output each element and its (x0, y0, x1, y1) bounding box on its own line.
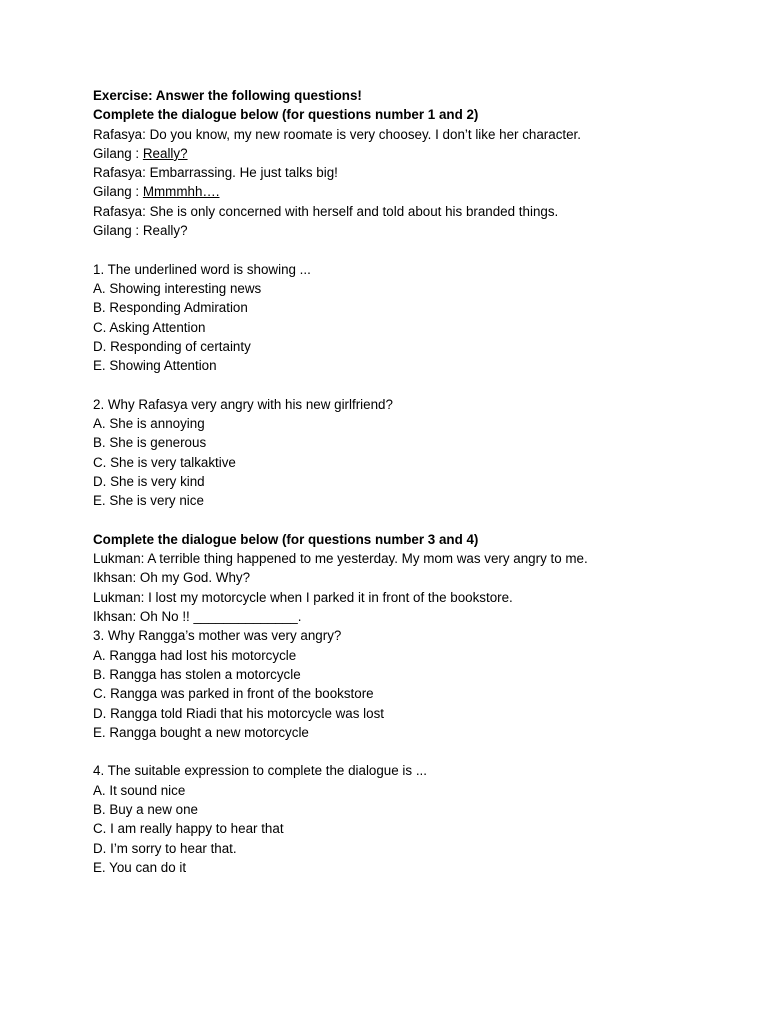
dialogue-line (93, 607, 713, 626)
answer-option: E. Rangga bought a new motorcycle (93, 724, 309, 740)
answer-option: C. Rangga was parked in front of the bookstore (93, 686, 374, 702)
question-prompt: 2. Why Rafasya very angry with his new girlfriend? (93, 396, 393, 412)
answer-option: A. Rangga had lost his motorcycle (93, 647, 297, 663)
dialogue-text: I lost my motorcycle when I parked it in front of the bookstore. (148, 589, 513, 605)
dialogue-text: Embarrassing. He just talks big! (149, 165, 338, 181)
question-prompt: 3. Why Rangga’s mother was very angry? (93, 628, 342, 644)
speaker-name: Gilang : (93, 223, 143, 239)
underlined-text: Mmmmhh…. (142, 184, 220, 200)
dialogue-text: Oh my God. Why? (139, 570, 251, 586)
dialogue-line (93, 144, 713, 163)
section2-heading: Complete the dialogue below (for questions number 3 and 4) (93, 531, 479, 547)
answer-option: E. You can do it (93, 859, 187, 875)
question-prompt: 1. The underlined word is showing ... (93, 261, 311, 277)
answer-option: B. Rangga has stolen a motorcycle (93, 666, 301, 682)
answer-option: A. It sound nice (93, 782, 186, 798)
dialogue-text: Oh No !! ______________. (139, 609, 302, 625)
answer-option: A. Showing interesting news (93, 280, 262, 296)
speaker-name: Rafasya: (93, 126, 150, 142)
spacer (93, 375, 713, 394)
speaker-name: Lukman: (93, 551, 148, 567)
speaker-name: Gilang : (93, 184, 143, 200)
dialogue-line (93, 568, 713, 587)
question-prompt: 4. The suitable expression to complete the dialogue is ... (93, 763, 427, 779)
answer-option: D. She is very kind (93, 473, 205, 489)
answer-option: D. Responding of certainty (93, 338, 251, 354)
spacer (93, 240, 713, 259)
dialogue-line (93, 125, 713, 144)
answer-option: D. Rangga told Riadi that his motorcycle was lost (93, 705, 385, 721)
dialogue-line (93, 182, 713, 201)
section1-heading: Complete the dialogue below (for questions number 1 and 2) (93, 107, 479, 123)
speaker-name: Gilang : (93, 145, 143, 161)
answer-option: E. She is very nice (93, 493, 204, 509)
answer-option: B. She is generous (93, 435, 207, 451)
answer-option: A. She is annoying (93, 416, 205, 432)
dialogue-text: She is only concerned with herself and told about his branded things. (149, 203, 559, 219)
answer-option: C. She is very talkaktive (93, 454, 236, 470)
dialogue-text: Really? (142, 223, 188, 239)
dialogue-text: Do you know, my new roomate is very choosey. I don’t like her character. (149, 126, 581, 142)
spacer (93, 742, 713, 761)
speaker-name: Rafasya: (93, 203, 150, 219)
answer-option: C. I am really happy to hear that (93, 821, 284, 837)
spacer (93, 511, 713, 530)
dialogue-line (93, 549, 713, 568)
answer-option: D. I’m sorry to hear that. (93, 840, 237, 856)
dialogue-line (93, 221, 713, 240)
dialogue-line (93, 202, 713, 221)
answer-option: B. Buy a new one (93, 801, 198, 817)
speaker-name: Ikhsan: (93, 609, 140, 625)
dialogue-line (93, 588, 713, 607)
speaker-name: Ikhsan: (93, 570, 140, 586)
dialogue-text: A terrible thing happened to me yesterday. My mom was very angry to me. (147, 551, 588, 567)
speaker-name: Rafasya: (93, 165, 150, 181)
underlined-text: Really? (142, 145, 188, 161)
speaker-name: Lukman: (93, 589, 149, 605)
answer-option: B. Responding Admiration (93, 300, 248, 316)
worksheet-page (93, 86, 713, 877)
dialogue-line (93, 163, 713, 182)
answer-option: E. Showing Attention (93, 358, 217, 374)
answer-option: C. Asking Attention (93, 319, 206, 335)
exercise-title: Exercise: Answer the following questions! (93, 88, 362, 103)
